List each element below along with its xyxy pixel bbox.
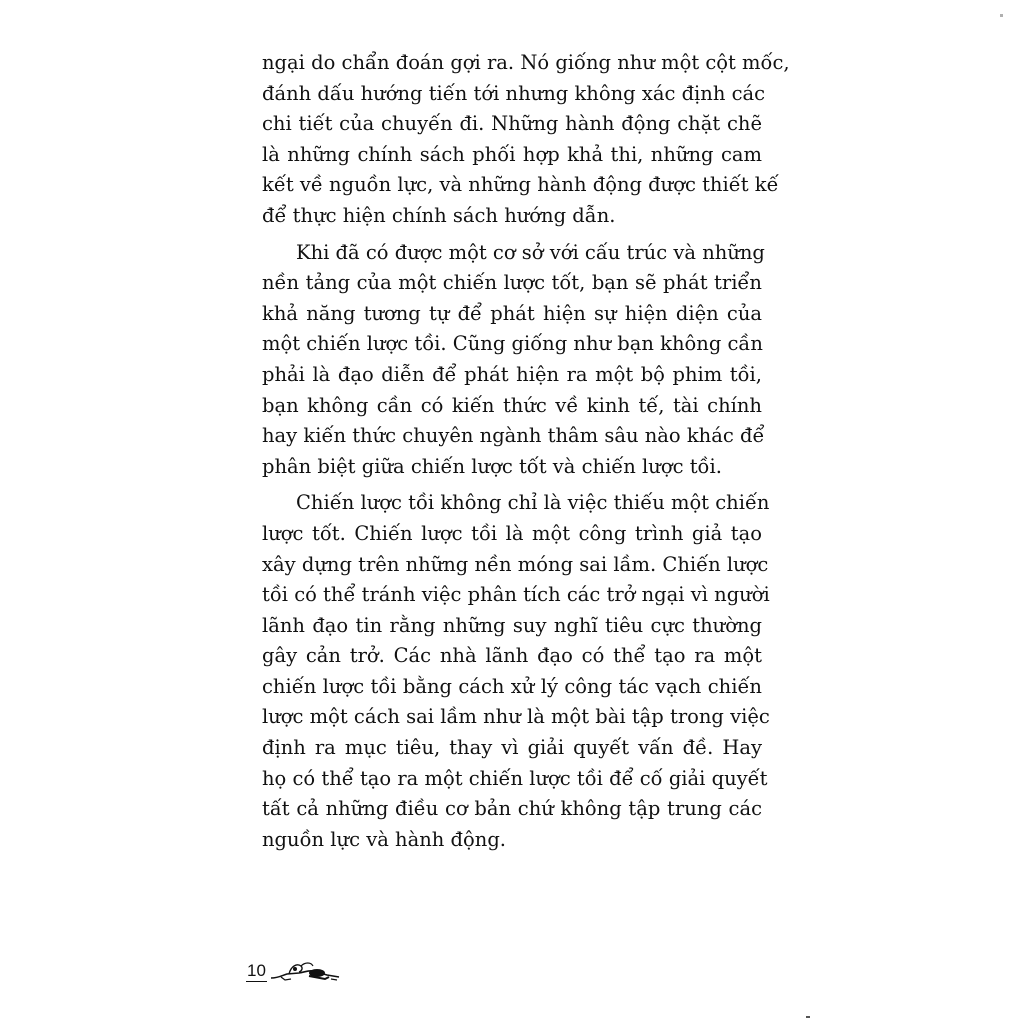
scan-speck bbox=[806, 1016, 810, 1018]
text-line: ngại do chẩn đoán gợi ra. Nó giống như một cột mốc, bbox=[262, 51, 790, 74]
paragraph-3 bbox=[262, 488, 770, 855]
text-line: Chiến lược tồi không chỉ là việc thiếu một chiến bbox=[296, 491, 770, 515]
text-line: Khi đã có được một cơ sở với cấu trúc và những bbox=[296, 240, 765, 264]
text-line: là những chính sách phối hợp khả thi, những cam bbox=[262, 142, 762, 166]
text-line: định ra mục tiêu, thay vì giải quyết vấn đề. Hay bbox=[262, 736, 762, 760]
text-line: khả năng tương tự để phát hiện sự hiện diện của bbox=[262, 301, 762, 325]
page-number: 10 bbox=[247, 960, 266, 980]
text-line: nguồn lực và hành động. bbox=[262, 827, 507, 851]
text-line: tất cả những điều cơ bản chứ không tập trung các bbox=[262, 797, 762, 821]
text-line: tồi có thể tránh việc phân tích các trở ngại vì người bbox=[262, 583, 770, 607]
text-line: chi tiết của chuyến đi. Những hành động chặt chẽ bbox=[262, 112, 762, 136]
text-line: lược một cách sai lầm như là một bài tập trong việc bbox=[262, 705, 770, 729]
paragraph-1 bbox=[262, 48, 790, 232]
text-line: một chiến lược tồi. Cũng giống như bạn không cần bbox=[262, 332, 763, 356]
text-line: lược tốt. Chiến lược tồi là một công trình giả tạo bbox=[262, 521, 762, 545]
text-line: bạn không cần có kiến thức về kinh tế, tài chính bbox=[262, 393, 762, 417]
scan-speck bbox=[1000, 14, 1003, 17]
text-line: để thực hiện chính sách hướng dẫn. bbox=[262, 203, 616, 227]
text-line: chiến lược tồi bằng cách xử lý công tác vạch chiến bbox=[262, 674, 762, 698]
paragraph-2 bbox=[262, 238, 765, 483]
text-line: phải là đạo diễn để phát hiện ra một bộ phim tồi, bbox=[262, 362, 762, 386]
text-line: kết về nguồn lực, và những hành động được thiết kế bbox=[262, 173, 779, 197]
text-line: đánh dấu hướng tiến tới nhưng không xác định các bbox=[262, 81, 766, 105]
text-line: gây cản trở. Các nhà lãnh đạo có thể tạo ra một bbox=[262, 644, 762, 668]
text-line: nền tảng của một chiến lược tốt, bạn sẽ phát triển bbox=[262, 271, 762, 295]
text-line: họ có thể tạo ra một chiến lược tồi để cố giải quyết bbox=[262, 766, 768, 790]
page-footer bbox=[246, 958, 341, 984]
sleeping-figure-ornament-icon bbox=[269, 958, 341, 984]
text-line: hay kiến thức chuyên ngành thâm sâu nào khác để bbox=[262, 424, 765, 448]
text-line: phân biệt giữa chiến lược tốt và chiến lược tồi. bbox=[262, 454, 722, 478]
body-text bbox=[262, 48, 790, 855]
text-line: lãnh đạo tin rằng những suy nghĩ tiêu cực thường bbox=[262, 613, 762, 637]
text-line: xây dựng trên những nền móng sai lầm. Chiến lược bbox=[262, 552, 769, 576]
